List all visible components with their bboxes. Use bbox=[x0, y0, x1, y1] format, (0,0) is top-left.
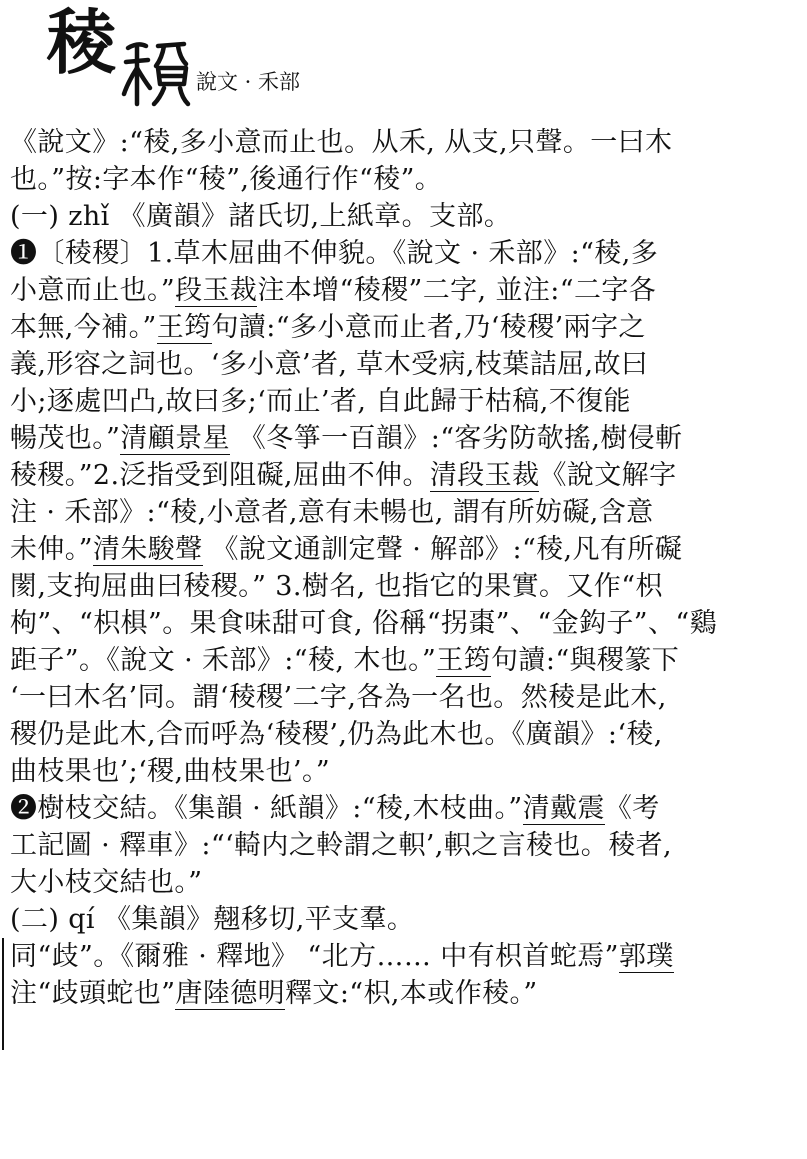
margin-rule bbox=[2, 938, 4, 1050]
text-run: 閡,支拘屈曲曰稜稷。” 3.樹名, 也指它的果實。又作“枳 bbox=[10, 571, 663, 602]
underlined-name: 朱駿聲 bbox=[120, 534, 203, 565]
text-line bbox=[10, 309, 790, 346]
headword: 稜 bbox=[46, 1, 116, 84]
text-line bbox=[10, 272, 790, 309]
text-run: 《說文解字 bbox=[539, 460, 677, 491]
text-line bbox=[10, 864, 790, 901]
text-run: 工記圖 · 釋車》:“‘輢内之軨謂之軹’,軹之言稜也。稜者, bbox=[10, 830, 672, 861]
text-line bbox=[10, 642, 790, 679]
text-run: 《說文通訓定聲 · 解部》:“稜,凡有所礙 bbox=[202, 534, 683, 565]
text-run: 稷仍是此木,合而呼為‘稜稷’,仍為此木也。《廣韻》:‘稜, bbox=[10, 719, 663, 750]
text-line bbox=[10, 790, 790, 827]
seal-script-character bbox=[120, 38, 192, 110]
text-run: 稜稷。”2.泛指受到阻礙,屈曲不伸。 bbox=[10, 460, 430, 491]
text-run: (二) qí 《集韻》翹移切,平支羣。 bbox=[10, 904, 415, 935]
text-run: 本無,今補。” bbox=[10, 312, 157, 343]
entry-body bbox=[10, 124, 790, 1012]
text-line bbox=[10, 198, 790, 235]
text-run: 釋文:“枳,本或作稜。” bbox=[285, 978, 538, 1009]
underlined-name: 王筠 bbox=[436, 645, 492, 676]
text-run: 義,形容之詞也。‘多小意’者, 草木受病,枝葉詰屈,故曰 bbox=[10, 349, 649, 380]
text-run: 暢茂也。” bbox=[10, 423, 121, 454]
source-tag: 說文 · 禾部 bbox=[196, 70, 301, 94]
underlined-name: 陸德明 bbox=[202, 978, 286, 1009]
text-line bbox=[10, 901, 790, 938]
text-run: 句讀:“與稷篆下 bbox=[491, 645, 680, 676]
text-run: 同“歧”。《爾雅 · 釋地》 “北方…… 中有枳首蛇焉” bbox=[10, 941, 619, 972]
underlined-name: 唐 bbox=[175, 978, 203, 1009]
text-run: 句讀:“多小意而止者,乃‘稜稷’兩字之 bbox=[211, 312, 646, 343]
text-run: 注本增“稜稷”二字, 並注:“二字各 bbox=[257, 275, 657, 306]
text-run: 《冬箏一百韻》:“客劣防欹搖,樹侵斬 bbox=[229, 423, 683, 454]
text-run: 注“歧頭蛇也” bbox=[10, 978, 176, 1009]
underlined-name: 段玉裁 bbox=[457, 460, 540, 491]
text-run: ❷樹枝交結。《集韻 · 紙韻》:“稜,木枝曲。” bbox=[10, 793, 523, 824]
text-run: 曲枝果也’;‘稷,曲枝果也’。” bbox=[10, 756, 331, 787]
text-line bbox=[10, 494, 790, 531]
text-line bbox=[10, 716, 790, 753]
text-run: 小意而止也。” bbox=[10, 275, 176, 306]
text-run: ‘一曰木名’同。謂‘稜稷’二字,各為一名也。然稜是此木, bbox=[10, 682, 667, 713]
underlined-name: 清 bbox=[429, 460, 458, 491]
text-line bbox=[10, 124, 790, 161]
underlined-name: 清 bbox=[522, 793, 551, 824]
text-line bbox=[10, 420, 790, 457]
text-run: 也。”按:字本作“稜”,後通行作“稜”。 bbox=[10, 164, 443, 195]
text-run: 枸”、“枳椇”。果食味甜可食, 俗稱“拐棗”、“金鈎子”、“鷄 bbox=[10, 608, 717, 639]
text-line bbox=[10, 568, 790, 605]
text-run: 《考 bbox=[604, 793, 660, 824]
text-line bbox=[10, 457, 790, 494]
text-line bbox=[10, 161, 790, 198]
text-run: 《說文》:“稜,多小意而止也。从禾, 从支,只聲。一曰木 bbox=[10, 127, 673, 158]
text-line bbox=[10, 975, 790, 1012]
text-line bbox=[10, 753, 790, 790]
text-line bbox=[10, 531, 790, 568]
text-line bbox=[10, 938, 790, 975]
underlined-name: 清 bbox=[92, 534, 121, 565]
text-run: 距子”。《說文 · 禾部》:“稜, 木也。” bbox=[10, 645, 437, 676]
text-run: 大小枝交結也。” bbox=[10, 867, 203, 898]
underlined-name: 郭璞 bbox=[618, 941, 674, 972]
text-run: 小;逐處凹凸,故曰多;‘而止’者, 自此歸于枯稿,不復能 bbox=[10, 386, 631, 417]
text-line bbox=[10, 605, 790, 642]
text-line bbox=[10, 679, 790, 716]
underlined-name: 段玉裁 bbox=[175, 275, 258, 306]
text-run: ❶〔稜稷〕1.草木屈曲不伸貌。《說文 · 禾部》:“稜,多 bbox=[10, 238, 659, 269]
text-run: (一) zhǐ 《廣韻》諸氏切,上紙章。支部。 bbox=[10, 201, 512, 232]
underlined-name: 戴震 bbox=[550, 793, 605, 824]
underlined-name: 顧景星 bbox=[147, 423, 230, 454]
text-line bbox=[10, 346, 790, 383]
underlined-name: 清 bbox=[120, 423, 148, 454]
text-line bbox=[10, 827, 790, 864]
text-line bbox=[10, 235, 790, 272]
text-run: 注 · 禾部》:“稜,小意者,意有未暢也, 謂有所妨礙,含意 bbox=[10, 497, 654, 528]
text-run: 未伸。” bbox=[10, 534, 93, 565]
underlined-name: 王筠 bbox=[156, 312, 212, 343]
text-line bbox=[10, 383, 790, 420]
